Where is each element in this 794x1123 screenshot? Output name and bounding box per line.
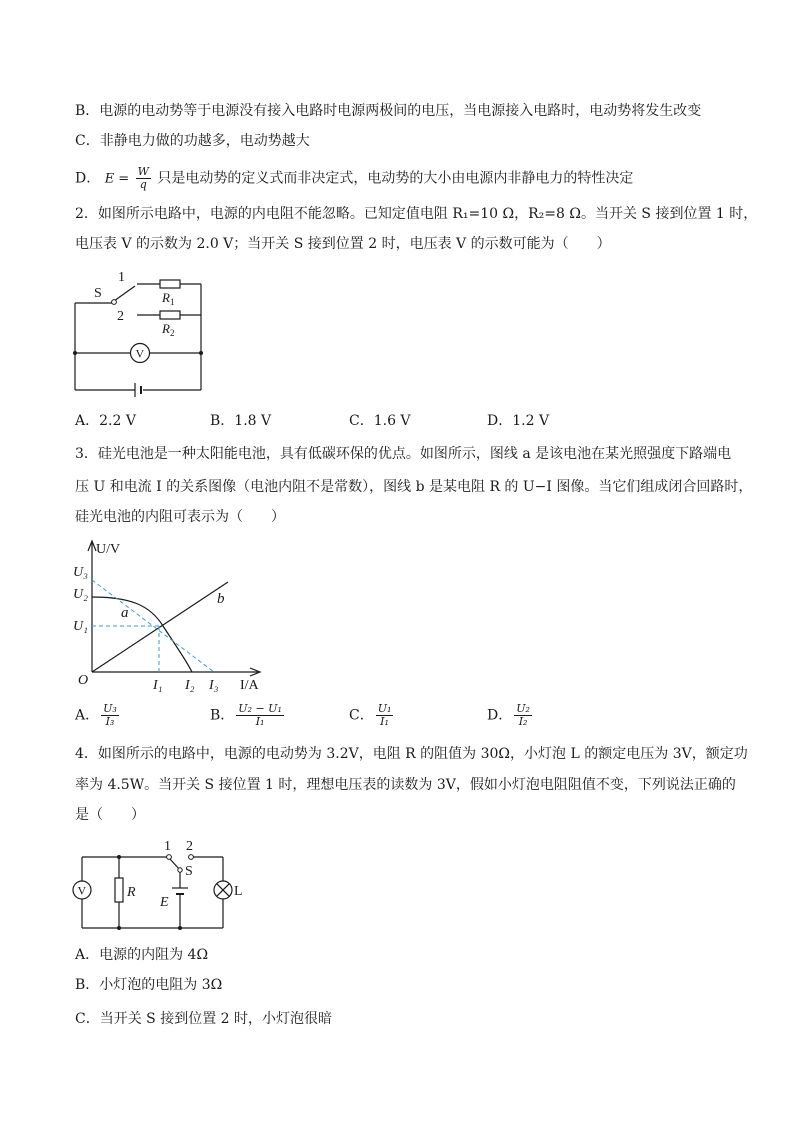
q3-y-tick-u1: U₁ [73,619,88,634]
q4-stem-line1: 4．如图所示的电路中，电源的电动势为 3.2V，电阻 R 的阻值为 30Ω，小灯泡 L 的额定电压为 3V，额定功 [75,746,748,762]
q3-line-b-label: b [217,591,225,607]
q3-origin-label: O [78,673,89,688]
q1-option-c: C．非静电力做的功越多，电动势越大 [75,133,310,149]
q2-option-c: C．1.6 V [349,413,411,429]
q2-stem-line1: 2．如图所示电路中，电源的内电阻不能忽略。已知定值电阻 R₁=10 Ω，R₂=8 Ω。当开关 S 接到位置 1 时， [75,206,758,222]
q2-option-d: D．1.2 V [487,413,550,429]
q4-position-2-label: 2 [186,839,193,854]
q2-switch-label: S [94,286,102,301]
q4-option-c: C．当开关 S 接到位置 2 时，小灯泡很暗 [75,1011,333,1027]
q4-option-b: B．小灯泡的电阻为 3Ω [75,977,223,993]
q2-stem-line2: 电压表 V 的示数为 2.0 V；当开关 S 接到位置 2 时，电压表 V 的示数可能为（ ） [75,236,611,252]
q3-x-tick-i2: I₂ [185,678,195,693]
q3-y-tick-u2: U₂ [73,587,88,602]
q4-stem-line3: 是（ ） [75,807,145,823]
q3-option-b-fraction: $\frac{\text{U₂ − U₁}}{\text{I₁}}$ [238,702,282,728]
q3-option-d-letter: D． [487,707,513,724]
q4-stem-line2: 率为 4.5W。当开关 S 接位置 1 时，理想电压表的读数为 3V，假如小灯泡电阻阻值不变，下列说法正确的 [75,777,736,793]
q4-option-a: A．电源的内阻为 4Ω [75,947,209,963]
q3-x-tick-i1: I₁ [153,678,163,693]
q4-lamp-label: L [234,884,243,899]
q2-position-1-label: 1 [118,270,125,285]
q4-emf-label: E [160,895,169,910]
q3-stem-line1: 3．硅光电池是一种太阳能电池，具有低碳环保的优点。如图所示，图线 a 是该电池在某光照强度下路端电 [75,446,732,462]
q2-r1-label: $R_1$ [162,290,175,307]
q4-voltmeter-label: V [77,883,87,898]
q1-formula-fraction: $\frac{W}{q}$ [137,165,149,191]
q3-x-tick-i3: I₃ [209,678,219,693]
q3-option-c-fraction: $\frac{\text{U₁}}{\text{I₁}}$ [377,702,392,728]
q3-option-c-letter: C． [349,707,374,724]
q4-position-1-label: 1 [164,839,171,854]
q2-position-2-label: 2 [117,309,124,324]
q1-option-d-text: 只是电动势的定义式而非决定式，电动势的大小由电源内非静电力的特性决定 [157,170,634,187]
q3-y-axis-label: U/V [96,542,121,557]
q3-x-axis-label: I/A [240,678,259,693]
q2-voltmeter-label: V [135,346,145,361]
q3-option-b-letter: B． [210,707,235,724]
q3-option-d-fraction: $\frac{\text{U₂}}{\text{I₂}}$ [516,702,530,728]
q3-y-tick-u3: U₃ [73,565,88,580]
q3-curve-a-label: a [121,605,129,621]
q1-formula: E = [104,171,130,187]
q1-option-d-letter: D． [75,170,101,187]
q1-option-b: B．电源的电动势等于电源没有接入电路时电源两极间的电压，当电源接入电路时，电动势将发生改变 [75,103,702,119]
q4-resistor-label: R [127,885,136,900]
q2-option-b: B．1.8 V [210,413,272,429]
q3-option-a-fraction: $\frac{\text{U₃}}{\text{I₃}}$ [103,702,117,728]
q3-option-a-letter: A． [75,707,100,724]
q2-r2-label: $R_2$ [162,321,175,338]
q3-stem-line2: 压 U 和电流 I 的关系图像（电池内阻不是常数），图线 b 是某电阻 R 的 U−I 图像。当它们组成闭合回路时， [75,479,753,495]
q2-option-a: A．2.2 V [75,413,136,429]
q3-stem-line3: 硅光电池的内阻可表示为（ ） [75,509,285,525]
q4-switch-label: S [185,864,193,879]
